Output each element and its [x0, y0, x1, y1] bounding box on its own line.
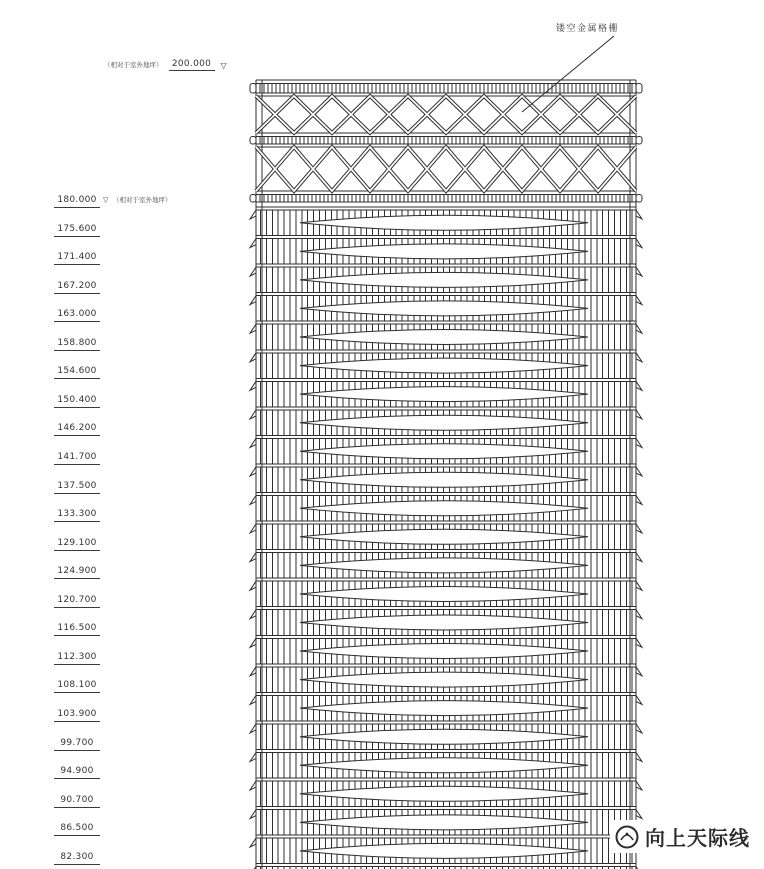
- elevation-label: 141.700: [54, 451, 100, 465]
- elevation-label: 150.400: [54, 394, 100, 408]
- datum-note: （相对于室外地坪）: [104, 61, 163, 69]
- elevation-label: 86.500: [54, 822, 100, 836]
- elevation-label: 129.100: [54, 537, 100, 551]
- grille-annotation: 镂空金属格栅: [556, 24, 620, 34]
- elevation-label: 158.800: [54, 337, 100, 351]
- top-elevation-value: 200.000: [169, 58, 215, 71]
- datum-note: （相对于室外地坪）: [113, 196, 172, 204]
- elevation-label: 171.400: [54, 251, 100, 265]
- elevation-label: 94.900: [54, 765, 100, 779]
- watermark-logo-icon: [614, 824, 640, 850]
- elevation-label: 124.900: [54, 565, 100, 579]
- elevation-label: 99.700: [54, 737, 100, 751]
- elevation-label: 133.300: [54, 508, 100, 522]
- elevation-label: 146.200: [54, 422, 100, 436]
- elevation-label: 120.700: [54, 594, 100, 608]
- elevation-label: 108.100: [54, 679, 100, 693]
- elevation-label: 163.000: [54, 308, 100, 322]
- elevation-label: 90.700: [54, 794, 100, 808]
- elevation-triangle-icon: ▽: [220, 61, 227, 70]
- elevation-label: 103.900: [54, 708, 100, 722]
- elevation-label: 167.200: [54, 280, 100, 294]
- top-elevation-marker: [104, 58, 227, 71]
- elevation-triangle-icon: ▽: [103, 196, 109, 204]
- elevation-label: 82.300: [54, 851, 100, 865]
- elevation-label: 154.600: [54, 365, 100, 379]
- elevation-label: 137.500: [54, 480, 100, 494]
- watermark: [610, 820, 754, 853]
- elevation-label: 116.500: [54, 622, 100, 636]
- elevation-label: 112.300: [54, 651, 100, 665]
- elevation-label: 175.600: [54, 223, 100, 237]
- watermark-text: 向上天际线: [645, 826, 750, 850]
- elevation-label: 180.000: [54, 194, 100, 208]
